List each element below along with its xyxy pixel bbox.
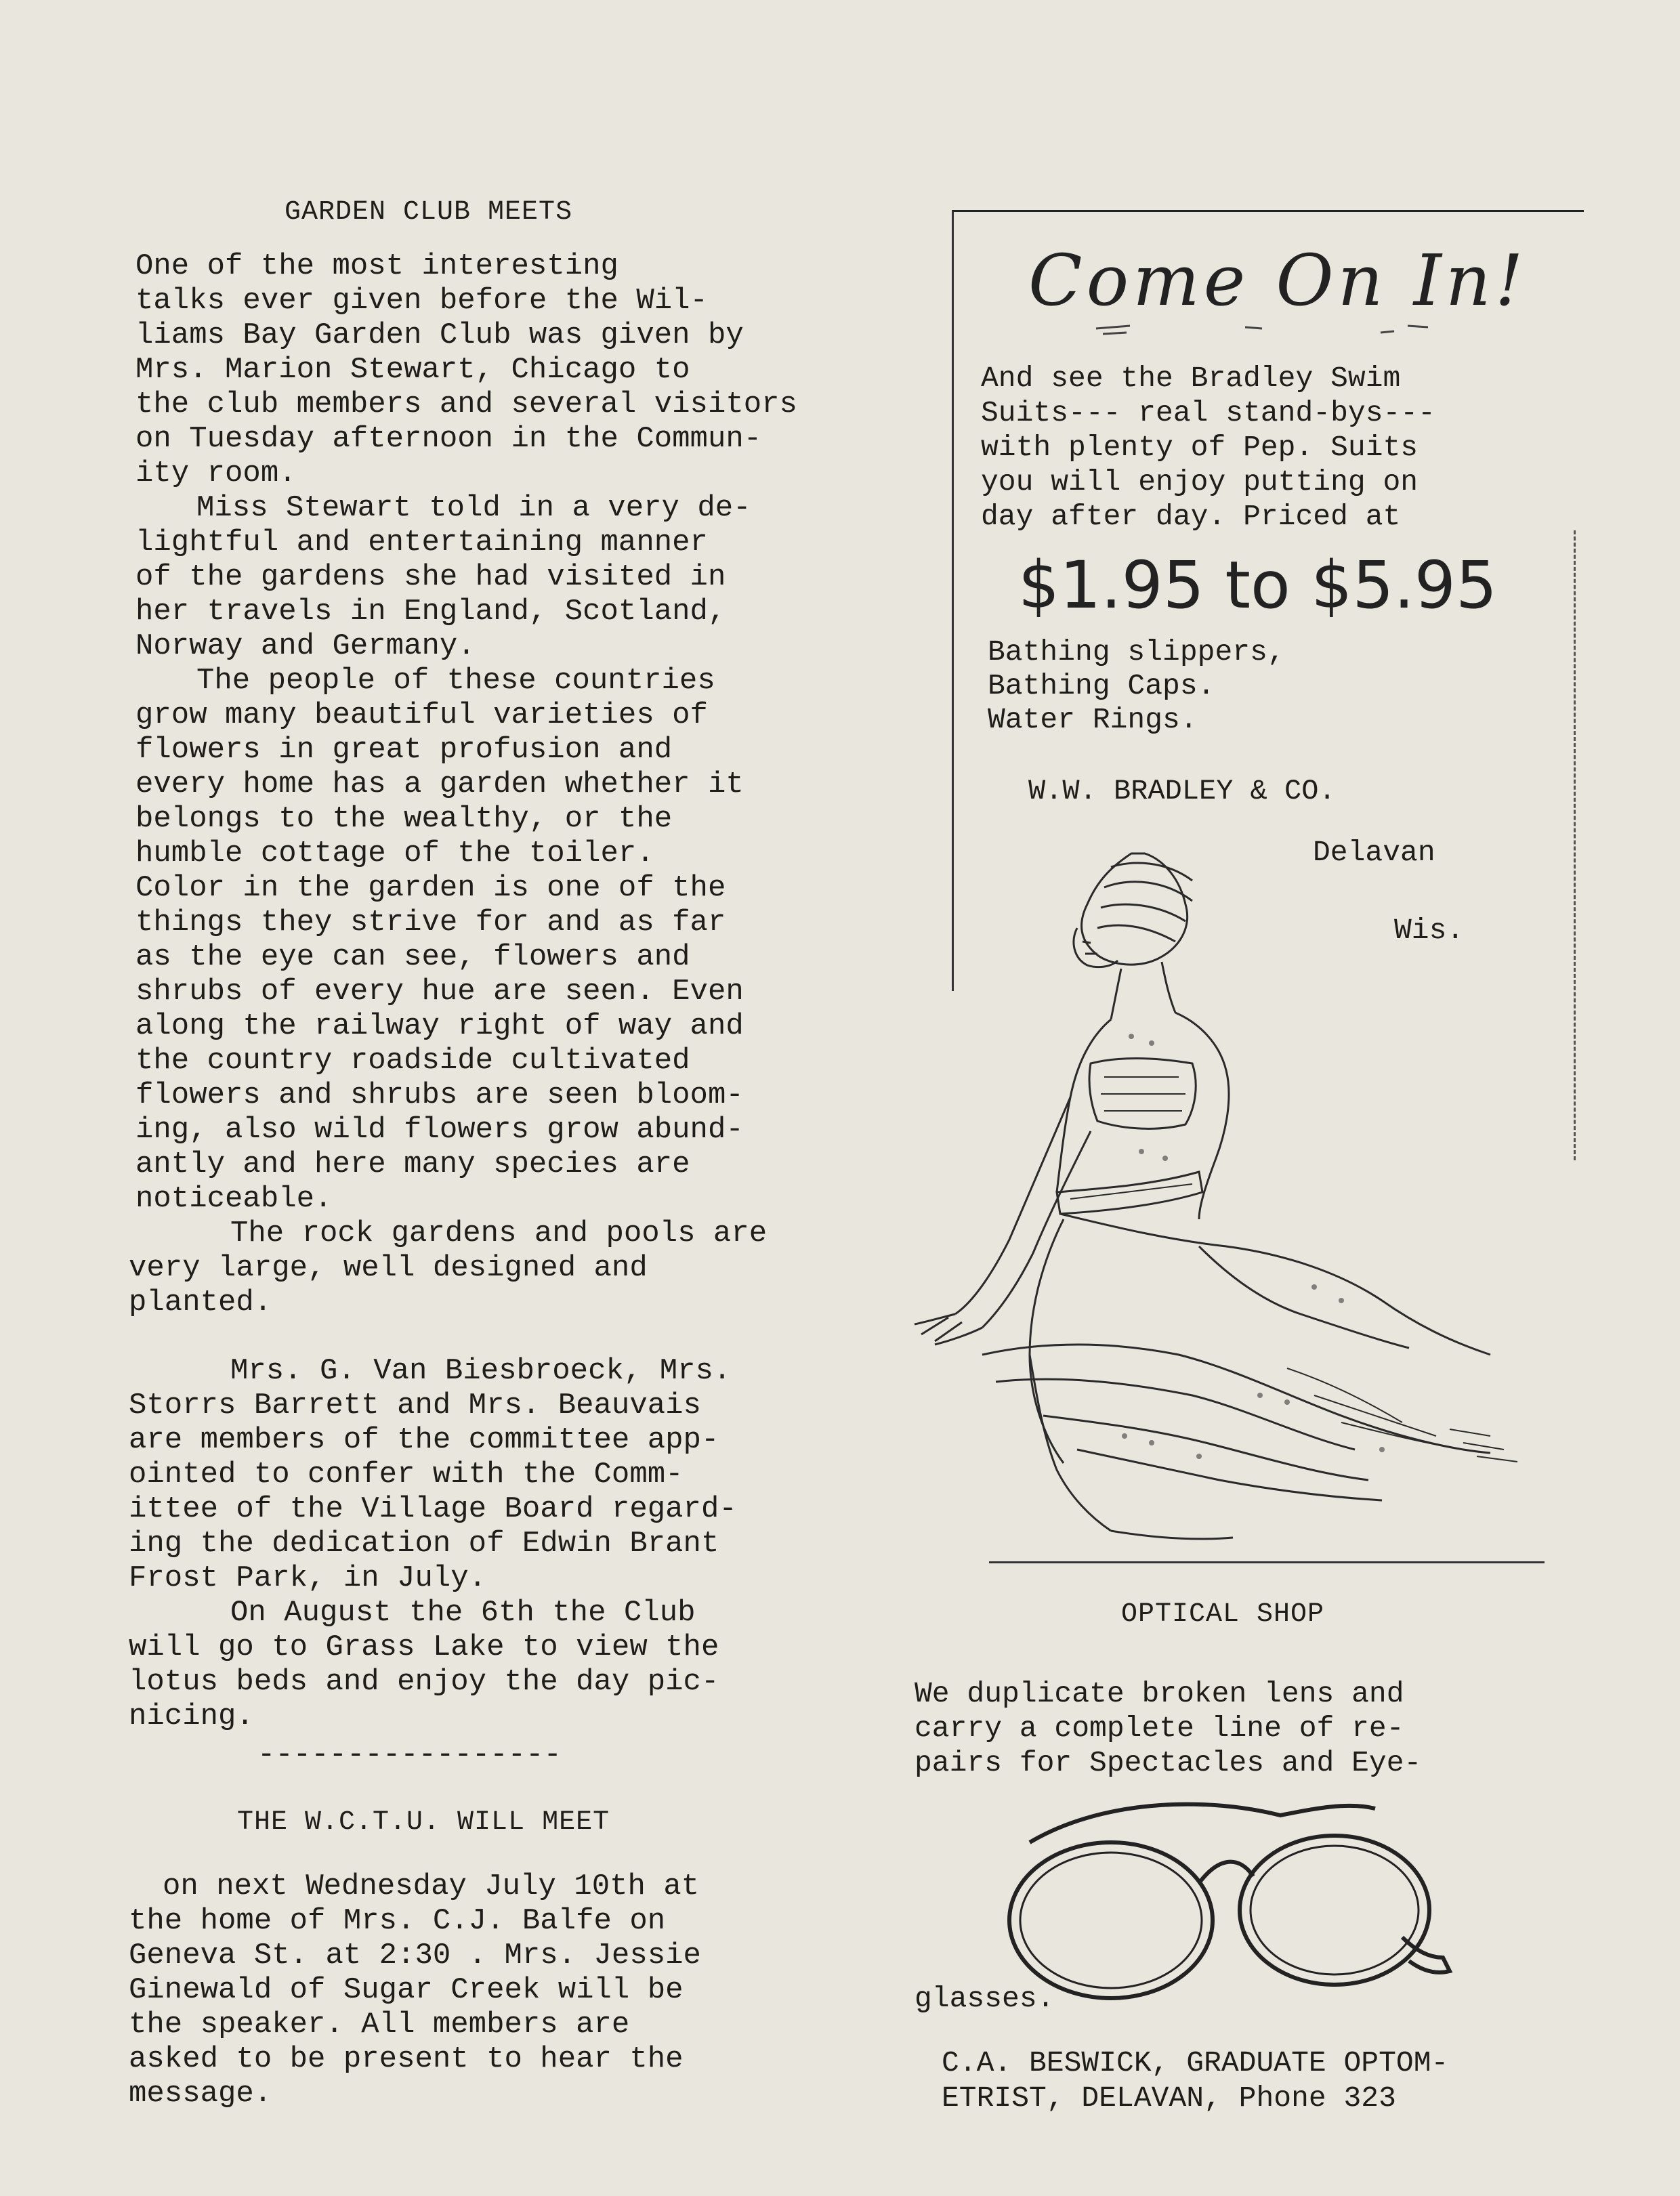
bradley-ad-body: And see the Bradley Swim Suits--- real stand-bys--- with plenty of Pep. Suits you will enjoy putting on day after day. Priced at <box>981 362 1435 533</box>
company-city: Delavan <box>1313 836 1435 869</box>
company-name: W.W. BRADLEY & CO. <box>1028 775 1336 807</box>
wctu-paragraph: on next Wednesday July 10th at the home of Mrs. C.J. Balfe on Geneva St. at 2:30 . Mrs. Jessie Ginewald of Sugar Creek will be the speaker. All members are asked to be present to hear the message. <box>129 1870 701 2111</box>
section-divider: ----------------- <box>257 1738 562 1772</box>
garden-club-paragraph-1: One of the most interesting talks ever given before the Wil- liams Bay Garden Club was given by Mrs. Marion Stewart, Chicago to the club members and several visitors on Tuesday afternoon in the Commun- ity room. <box>135 249 797 490</box>
garden-club-heading: GARDEN CLUB MEETS <box>285 197 573 228</box>
come-on-in-headline: Come On In! <box>1028 239 1528 322</box>
garden-club-paragraph-4: The rock gardens and pools are very large, well designed and planted. <box>129 1217 768 1319</box>
optical-shop-body-end: glasses. <box>915 1982 1055 2015</box>
swimsuit-woman-illustration <box>908 840 1572 1558</box>
bathing-items-list: Bathing slippers, Bathing Caps. Water Rings. <box>988 635 1285 736</box>
optical-shop-heading: OPTICAL SHOP <box>1121 1599 1325 1630</box>
left-column <box>129 196 908 2111</box>
optometrist-signature: C.A. BESWICK, GRADUATE OPTOM- ETRIST, DELAVAN, Phone 323 <box>942 2046 1449 2115</box>
garden-club-paragraph-6: On August the 6th the Club will go to Grass Lake to view the lotus beds and enjoy the day pic- nicing. <box>129 1596 719 1733</box>
price-range: $1.95 to $5.95 <box>1018 547 1498 623</box>
ad-separator-rule <box>989 1561 1545 1563</box>
garden-club-paragraph-3: The people of these countries grow many beautiful varieties of flowers in great profusion and every home has a garden whether it belongs to the wealthy, or the humble cottage of the toiler. Color in the garden is one of the things they strive for and as far as the eye can see, flowers and shrubs of every hue are seen. Even along the railway right of way and the country roadside cultivated flowers and shrubs are seen bloom- ing, also wild flowers grow abund- antly and here many species are noticeable. <box>135 664 744 1216</box>
optical-shop-body: We duplicate broken lens and carry a complete line of re- pairs for Spectacles and Eye- <box>915 1677 1422 1779</box>
spectacles-icon <box>996 1788 1456 2005</box>
ad-right-border <box>1574 530 1576 1160</box>
wctu-heading: THE W.C.T.U. WILL MEET <box>237 1807 610 1838</box>
company-state: Wis. <box>1394 914 1465 947</box>
garden-club-paragraph-2: Miss Stewart told in a very de- lightful and entertaining manner of the gardens she had visited in her travels in England, Scotland, Norway and Germany. <box>135 491 751 663</box>
garden-club-paragraph-5: Mrs. G. Van Biesbroeck, Mrs. Storrs Barrett and Mrs. Beauvais are members of the committee app- ointed to confer with the Comm- ittee of the Village Board regard- ing the dedication of Edwin Brant Frost Park, in July. <box>129 1354 737 1595</box>
headline-flourish-icon <box>1089 314 1536 341</box>
